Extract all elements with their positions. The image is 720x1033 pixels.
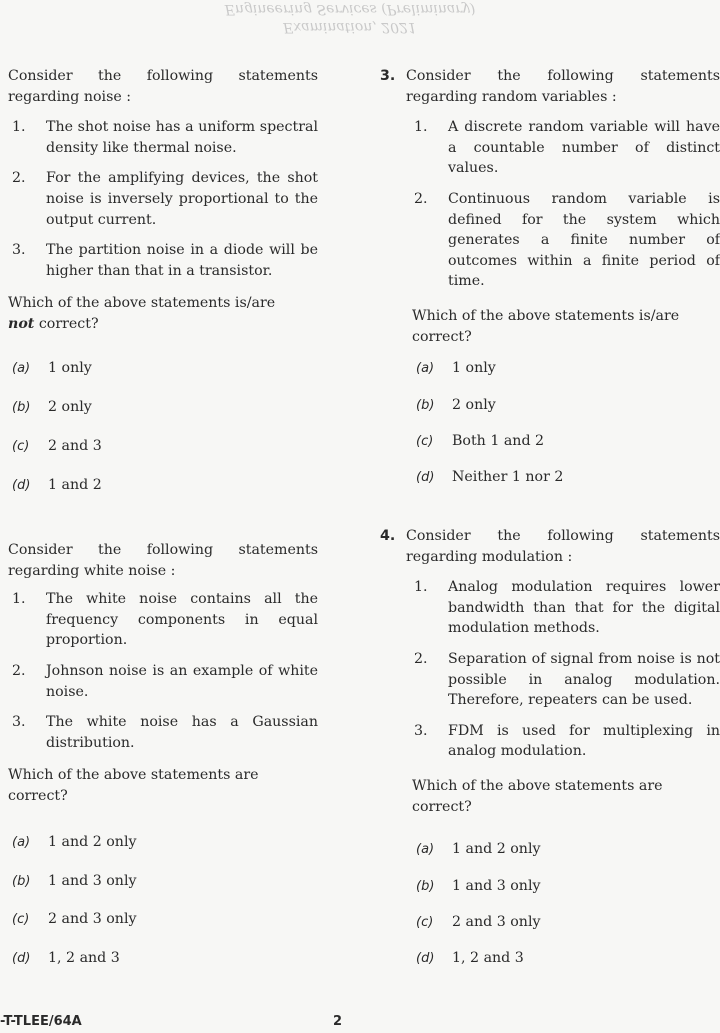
ask-emphasis: not bbox=[8, 315, 35, 332]
statement-list bbox=[0, 117, 318, 281]
option-text: 2 only bbox=[48, 399, 92, 415]
statement-item bbox=[380, 117, 720, 179]
statement-number: 1. bbox=[12, 119, 26, 136]
question-number: 3. bbox=[380, 68, 396, 84]
statement-text: The shot noise has a uniform spectral density like thermal noise. bbox=[46, 119, 318, 156]
statement-number: 2. bbox=[414, 650, 428, 667]
option-c[interactable] bbox=[416, 912, 541, 934]
statement-number: 3. bbox=[12, 714, 26, 731]
paper-code: -T-TLEE/64A bbox=[0, 1014, 82, 1029]
option-d[interactable] bbox=[416, 467, 563, 489]
option-label: (d) bbox=[416, 470, 435, 485]
option-b[interactable] bbox=[12, 397, 92, 419]
option-text: 1 and 2 bbox=[48, 477, 102, 493]
mirrored-header bbox=[200, 0, 500, 36]
statement-text: A discrete random variable will have a countable number of distinct values. bbox=[448, 119, 720, 177]
question-number: 4. bbox=[380, 528, 396, 544]
statement-text: The partition noise in a diode will be higher than that in a transistor. bbox=[46, 242, 318, 279]
option-text: 1 and 2 only bbox=[452, 841, 541, 857]
statement-item bbox=[0, 661, 318, 702]
option-label: (b) bbox=[12, 400, 31, 415]
statement-text: FDM is used for multiplexing in analog modulation. bbox=[448, 722, 720, 760]
question-4 bbox=[380, 526, 720, 817]
statement-text: Separation of signal from noise is not possible in analog modulation. Therefore, repeaters can be used. bbox=[448, 650, 720, 709]
statement-text: Johnson noise is an example of white noise. bbox=[46, 662, 318, 700]
header-line-2: Examination, 2021 bbox=[283, 19, 417, 35]
statement-text: Analog modulation requires lower bandwidth than that for the digital modulation methods. bbox=[448, 579, 720, 637]
statement-list bbox=[380, 577, 720, 762]
option-text: 1 and 3 only bbox=[452, 878, 541, 894]
ask-text: Which of the above statements is/are bbox=[8, 295, 276, 312]
statement-item bbox=[0, 168, 318, 230]
option-text: 1, 2 and 3 bbox=[48, 950, 120, 966]
option-label: (a) bbox=[12, 361, 31, 376]
header-line-1: Engineering Services (Preliminary) bbox=[224, 1, 476, 17]
option-text: 2 and 3 only bbox=[48, 911, 137, 927]
option-d[interactable] bbox=[416, 948, 524, 970]
question-stem: Consider the following statements regarding noise : bbox=[8, 68, 318, 105]
statement-item bbox=[380, 189, 720, 292]
option-text: 2 and 3 only bbox=[452, 914, 541, 930]
statement-list bbox=[380, 117, 720, 292]
option-label: (c) bbox=[12, 439, 30, 454]
option-a[interactable] bbox=[12, 358, 92, 380]
statement-number: 2. bbox=[414, 190, 428, 207]
option-label: (c) bbox=[12, 912, 30, 927]
statement-item bbox=[0, 712, 318, 753]
option-label: (d) bbox=[12, 951, 31, 966]
statement-number: 2. bbox=[12, 170, 26, 187]
question-2 bbox=[0, 540, 318, 807]
option-c[interactable] bbox=[12, 436, 102, 458]
statement-number: 3. bbox=[414, 722, 428, 739]
option-label: (b) bbox=[416, 879, 435, 894]
option-label: (c) bbox=[416, 915, 434, 930]
question-ask: Which of the above statements are correct? bbox=[8, 767, 259, 804]
question-stem: Consider the following statements regarding modulation : bbox=[406, 528, 720, 565]
question-1 bbox=[0, 66, 318, 335]
option-a[interactable] bbox=[416, 358, 496, 380]
statement-text: Continuous random variable is defined for the system which generates a finite number of outcomes within a finite period of time. bbox=[448, 190, 720, 290]
question-3 bbox=[380, 66, 720, 347]
option-b[interactable] bbox=[416, 876, 541, 898]
statement-text: For the amplifying devices, the shot noise is inversely proportional to the output current. bbox=[46, 170, 318, 228]
option-label: (c) bbox=[416, 434, 434, 449]
page-number: 2 bbox=[333, 1014, 343, 1029]
option-d[interactable] bbox=[12, 948, 120, 970]
option-label: (d) bbox=[12, 478, 31, 493]
statement-item bbox=[0, 117, 318, 158]
option-b[interactable] bbox=[12, 871, 137, 893]
question-stem: Consider the following statements regarding white noise : bbox=[8, 542, 318, 579]
statement-item bbox=[380, 577, 720, 639]
statement-number: 1. bbox=[414, 579, 428, 596]
option-a[interactable] bbox=[12, 832, 137, 854]
statement-item bbox=[0, 589, 318, 651]
statement-number: 3. bbox=[12, 242, 26, 259]
statement-text: The white noise contains all the frequency components in equal proportion. bbox=[46, 591, 318, 649]
ask-text-end: correct? bbox=[38, 315, 99, 332]
option-c[interactable] bbox=[416, 431, 544, 453]
option-text: Neither 1 nor 2 bbox=[452, 469, 564, 485]
statement-text: The white noise has a Gaussian distribution. bbox=[46, 714, 318, 751]
statement-number: 1. bbox=[414, 119, 428, 136]
question-stem: Consider the following statements regarding random variables : bbox=[406, 68, 720, 105]
option-text: 1 only bbox=[48, 360, 92, 376]
option-label: (a) bbox=[416, 361, 435, 376]
option-c[interactable] bbox=[12, 909, 137, 931]
question-ask bbox=[0, 293, 318, 334]
option-b[interactable] bbox=[416, 395, 496, 417]
statement-item bbox=[0, 240, 318, 281]
option-label: (b) bbox=[416, 398, 435, 413]
statement-list bbox=[0, 589, 318, 753]
option-a[interactable] bbox=[416, 839, 541, 861]
question-ask: Which of the above statements are correct? bbox=[412, 777, 663, 815]
option-text: 1 only bbox=[452, 360, 496, 376]
option-d[interactable] bbox=[12, 475, 102, 497]
statement-number: 1. bbox=[12, 591, 26, 608]
option-text: 1, 2 and 3 bbox=[452, 950, 524, 966]
option-label: (a) bbox=[12, 835, 31, 850]
option-text: Both 1 and 2 bbox=[452, 433, 545, 449]
option-label: (d) bbox=[416, 951, 435, 966]
option-label: (a) bbox=[416, 842, 435, 857]
option-text: 1 and 3 only bbox=[48, 873, 137, 889]
option-text: 2 and 3 bbox=[48, 438, 102, 454]
option-label: (b) bbox=[12, 874, 31, 889]
statement-item bbox=[380, 721, 720, 762]
question-ask: Which of the above statements is/are correct? bbox=[412, 307, 680, 345]
statement-item bbox=[380, 649, 720, 711]
option-text: 1 and 2 only bbox=[48, 834, 137, 850]
option-text: 2 only bbox=[452, 397, 496, 413]
statement-number: 2. bbox=[12, 662, 26, 679]
